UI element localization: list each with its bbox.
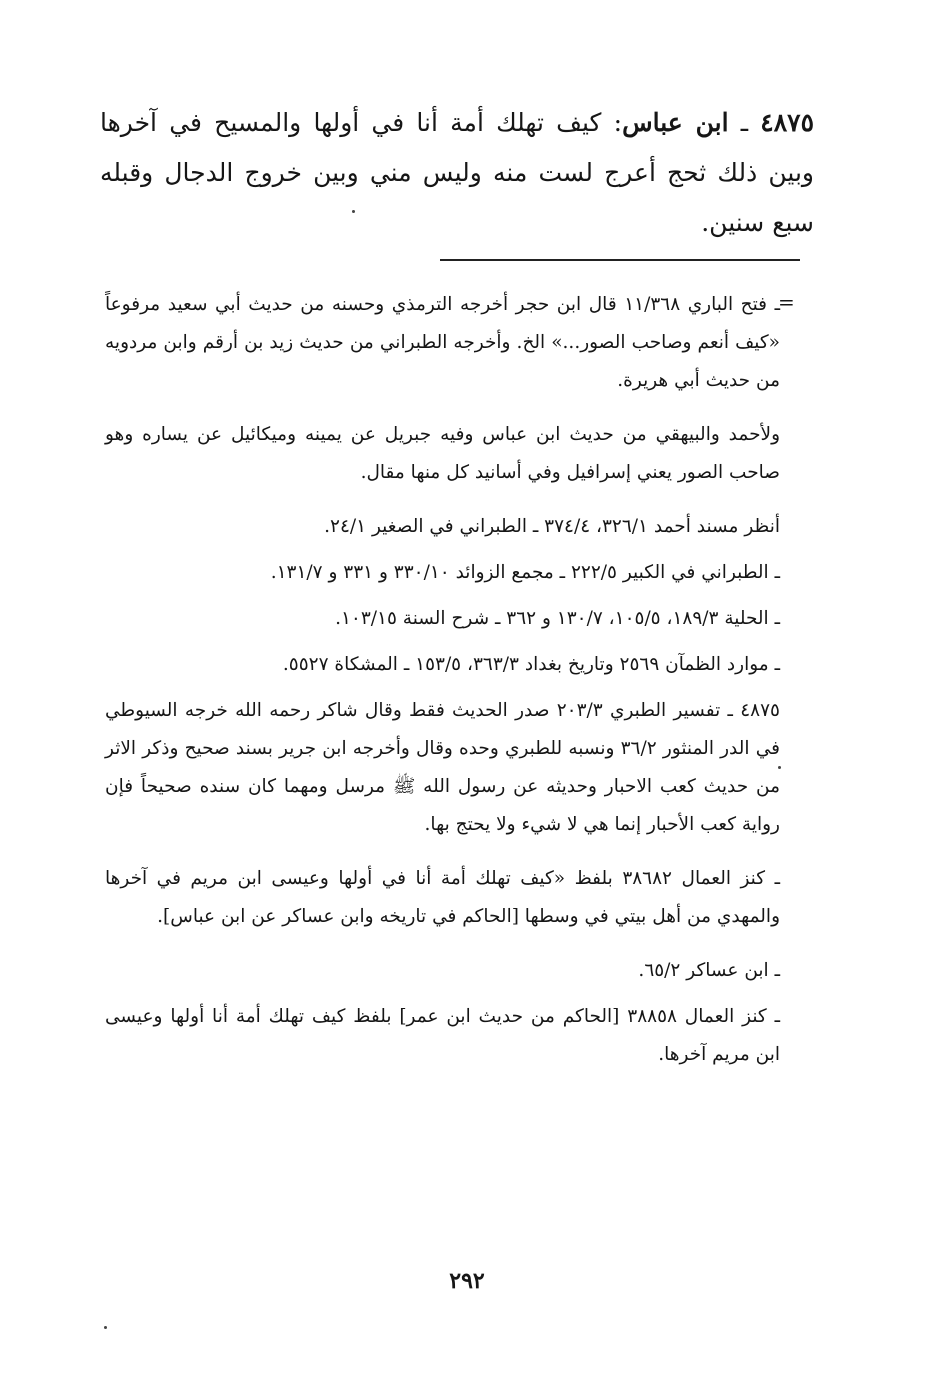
footnote-paragraph: ـ كنز العمال ٣٨٨٥٨ [الحاكم من حديث ابن عمر] بلفظ كيف تهلك أمة أنا أولها وعيسى ابن مريم آخرها. [105, 1006, 780, 1065]
footnotes [105, 286, 780, 1090]
footnote-paragraph: ـ الحلية ١٨٩/٣، ١٠٥/٥، ١٣٠/٧ و ٣٦٢ ـ شرح السنة ١٠٣/١٥. [335, 608, 780, 629]
footnote-separator [440, 259, 800, 261]
footnote-paragraph: ـ الطبراني في الكبير ٢٢٢/٥ ـ مجمع الزوائد ٣٣٠/١٠ و ٣٣١ و ١٣١/٧. [270, 562, 780, 583]
speck-mark [104, 1326, 107, 1329]
speck-mark [778, 766, 781, 769]
footnote-paragraph: ـ كنز العمال ٣٨٦٨٢ بلفظ «كيف تهلك أمة أنا في أولها وعيسى ابن مريم في آخرها والمهدي من أهل بيتي في وسطها [الحاكم في تاريخه وابن عساكر عن ابن عباس]. [105, 868, 780, 927]
hadith-number: ٤٨٧٥ [760, 108, 815, 137]
footnote-paragraph: ولأحمد والبيهقي من حديث ابن عباس وفيه جبريل عن يمينه وميكائيل عن يساره وهو صاحب الصور يعني إسرافيل وفي أسانيد كل منها مقال. [105, 424, 780, 483]
hadith-dash: ـ [728, 108, 761, 137]
footnote-paragraph: ـ ابن عساكر ٦٥/٢. [638, 960, 780, 981]
footnote-paragraph: ـ فتح الباري ١١/٣٦٨ قال ابن حجر أخرجه الترمذي وحسنه من حديث أبي سعيد مرفوعاً «كيف أنعم وصاحب الصور...» الخ. وأخرجه الطبراني من حديث زيد بن أرقم وابن مردويه من حديث أبي هريرة. [105, 294, 780, 391]
footnote-paragraph: أنظر مسند أحمد ٣٢٦/١، ٣٧٤/٤ ـ الطبراني في الصغير ٢٤/١. [324, 516, 780, 537]
speck-mark [352, 210, 355, 213]
hadith-narrator: ابن عباس [622, 108, 729, 137]
footnote-paragraph: ٤٨٧٥ ـ تفسير الطبري ٢٠٣/٣ صدر الحديث فقط وقال شاكر رحمه الله خرجه السيوطي في الدر المنثور ٣٦/٢ ونسبه للطبري وحده وقال وأخرجه ابن جرير بسند صحيح وذكر الاثر من حديث كعب الاحبار وحديثه عن رسول الله ﷺ مرسل ومهما كان سنده صحيحاً فإن رواية كعب الأحبار إنما هي لا شيء ولا يحتج بها. [105, 700, 780, 835]
hadith-text [100, 98, 814, 248]
hadith-body: : كيف تهلك أمة أنا في أولها والمسيح في آخرها وبين ذلك ثحج أعرج لست منه وليس مني وبين خروج الدجال وقبله سبع سنين. [100, 108, 814, 237]
continuation-mark: = [778, 290, 795, 314]
page-number: ٢٩٢ [449, 1268, 485, 1294]
footnote-paragraph: ـ موارد الظمآن ٢٥٦٩ وتاريخ بغداد ٣٦٣/٣، ١٥٣/٥ ـ المشكاة ٥٥٢٧. [282, 654, 780, 675]
